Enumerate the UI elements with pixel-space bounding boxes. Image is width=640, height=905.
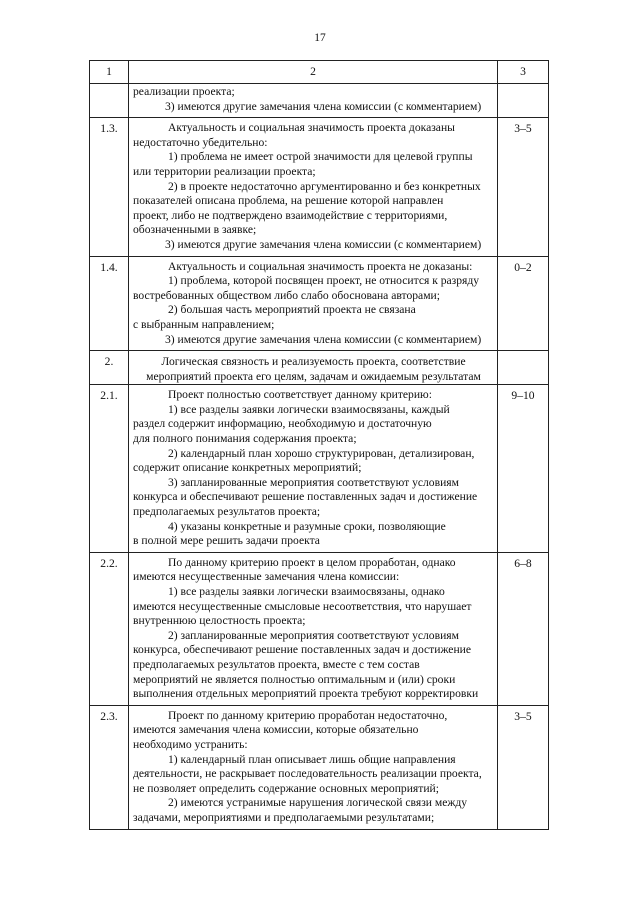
row-text — [129, 256, 498, 351]
text-line: деятельности, не раскрывает последовательность реализации проекта, — [133, 767, 482, 781]
text-line: задачами, мероприятиями и предполагаемыми результатами; — [133, 810, 435, 824]
table-row — [90, 84, 549, 118]
row-score: 3–5 — [498, 705, 549, 829]
row-score: 3–5 — [498, 118, 549, 256]
row-text — [129, 552, 498, 705]
row-number: 2.1. — [90, 385, 129, 553]
text-line: 2) запланированные мероприятия соответствуют условиям — [168, 628, 459, 642]
text-line: 1) проблема, которой посвящен проект, не относится к разряду — [168, 274, 480, 288]
row-number: 2.3. — [90, 705, 129, 829]
text-line: имеются замечания члена комиссии, которые обязательно — [133, 723, 419, 737]
section-title-line: мероприятий проекта его целям, задачам и ожидаемым результатам — [146, 369, 481, 383]
text-line: Проект полностью соответствует данному критерию: — [168, 388, 432, 402]
text-line: предполагаемых результатов проекта, вместе с тем состав — [133, 657, 420, 671]
page-number: 17 — [314, 32, 326, 44]
text-line: обозначенными в заявке; — [133, 223, 257, 237]
row-score — [498, 351, 549, 385]
header-col-3: 3 — [498, 61, 549, 84]
text-line: предполагаемых результатов проекта; — [133, 505, 321, 519]
text-line: Актуальность и социальная значимость проекта не доказаны: — [168, 259, 473, 273]
text-line: содержит описание конкретных мероприятий; — [133, 461, 362, 475]
text-line: конкурса и обеспечивают решение поставленных задач и достижение — [133, 490, 478, 504]
text-line: выполнения отдельных мероприятий проекта требуют корректировки — [133, 687, 479, 701]
text-line: 1) календарный план описывает лишь общие направления — [168, 752, 456, 766]
text-line: 3) имеются другие замечания члена комиссии (с комментарием) — [165, 237, 482, 251]
text-line: имеются несущественные замечания члена комиссии: — [133, 570, 400, 584]
text-line: 2) календарный план хорошо структурирован, детализирован, — [168, 446, 475, 460]
text-line: необходимо устранить: — [133, 737, 248, 751]
text-line: мероприятий не является полностью оптимальным и (или) сроки — [133, 672, 456, 686]
text-line: 2) имеются устранимые нарушения логической связи между — [168, 796, 468, 810]
row-number: 2. — [90, 351, 129, 385]
text-line: 4) указаны конкретные и разумные сроки, позволяющие — [168, 519, 446, 533]
text-line: конкурса, обеспечивают решение поставленных задач и достижение — [133, 643, 472, 657]
criteria-table — [89, 60, 549, 830]
text-line: проект, либо не подтверждено взаимодействие с территориями, — [133, 208, 448, 222]
row-text — [129, 705, 498, 829]
row-score: 9–10 — [498, 385, 549, 553]
table-row — [90, 385, 549, 553]
text-line: 1) все разделы заявки логически взаимосвязаны, однако — [168, 585, 445, 598]
table-header-row — [90, 61, 549, 84]
table-row — [90, 118, 549, 256]
text-line: Актуальность и социальная значимость проекта доказаны — [168, 121, 455, 135]
text-line: 3) имеются другие замечания члена комиссии (с комментарием) — [165, 332, 482, 346]
header-col-1: 1 — [90, 61, 129, 84]
text-line: Проект по данному критерию проработан недостаточно, — [168, 708, 448, 722]
text-line: 1) все разделы заявки логически взаимосвязаны, каждый — [168, 402, 450, 416]
row-text — [129, 351, 498, 385]
header-col-2: 2 — [129, 61, 498, 84]
row-score: 0–2 — [498, 256, 549, 351]
row-number: 1.3. — [90, 118, 129, 256]
table-row — [90, 705, 549, 829]
row-text — [129, 118, 498, 256]
section-title-line: Логическая связность и реализуемость проекта, соответствие — [161, 355, 466, 369]
text-line: востребованных обществом либо слабо обоснована авторами; — [133, 288, 440, 302]
table-row — [90, 351, 549, 385]
text-line: в полной мере решить задачи проекта — [133, 534, 320, 548]
row-score — [498, 84, 549, 118]
text-line: показателей описана проблема, на решение которой направлен — [133, 194, 444, 208]
text-line: не позволяет определить содержание основных мероприятий; — [133, 781, 439, 795]
text-line: раздел содержит информацию, необходимую и достаточную — [133, 417, 432, 431]
table-row — [90, 552, 549, 705]
text-line: 3) запланированные мероприятия соответствуют условиям — [168, 475, 459, 489]
table-row — [90, 256, 549, 351]
row-number — [90, 84, 129, 118]
text-line: реализации проекта; — [133, 85, 235, 98]
text-line: 2) в проекте недостаточно аргументированно и без конкретных — [168, 179, 481, 193]
text-line: По данному критерию проект в целом проработан, однако — [168, 555, 456, 569]
row-number: 1.4. — [90, 256, 129, 351]
row-score: 6–8 — [498, 552, 549, 705]
row-text — [129, 84, 498, 118]
text-line: недостаточно убедительно: — [133, 135, 268, 149]
text-line: имеются несущественные смысловые несоответствия, что нарушает — [133, 599, 472, 613]
row-text — [129, 385, 498, 553]
text-line: 3) имеются другие замечания члена комиссии (с комментарием) — [165, 99, 482, 113]
text-line: внутреннюю целостность проекта; — [133, 614, 306, 628]
text-line: для полного понимания содержания проекта; — [133, 432, 357, 446]
text-line: с выбранным направлением; — [133, 317, 275, 331]
text-line: 1) проблема не имеет острой значимости для целевой группы — [168, 150, 473, 164]
text-line: 2) большая часть мероприятий проекта не связана — [168, 303, 416, 317]
text-line: или территории реализации проекта; — [133, 164, 316, 178]
row-number: 2.2. — [90, 552, 129, 705]
